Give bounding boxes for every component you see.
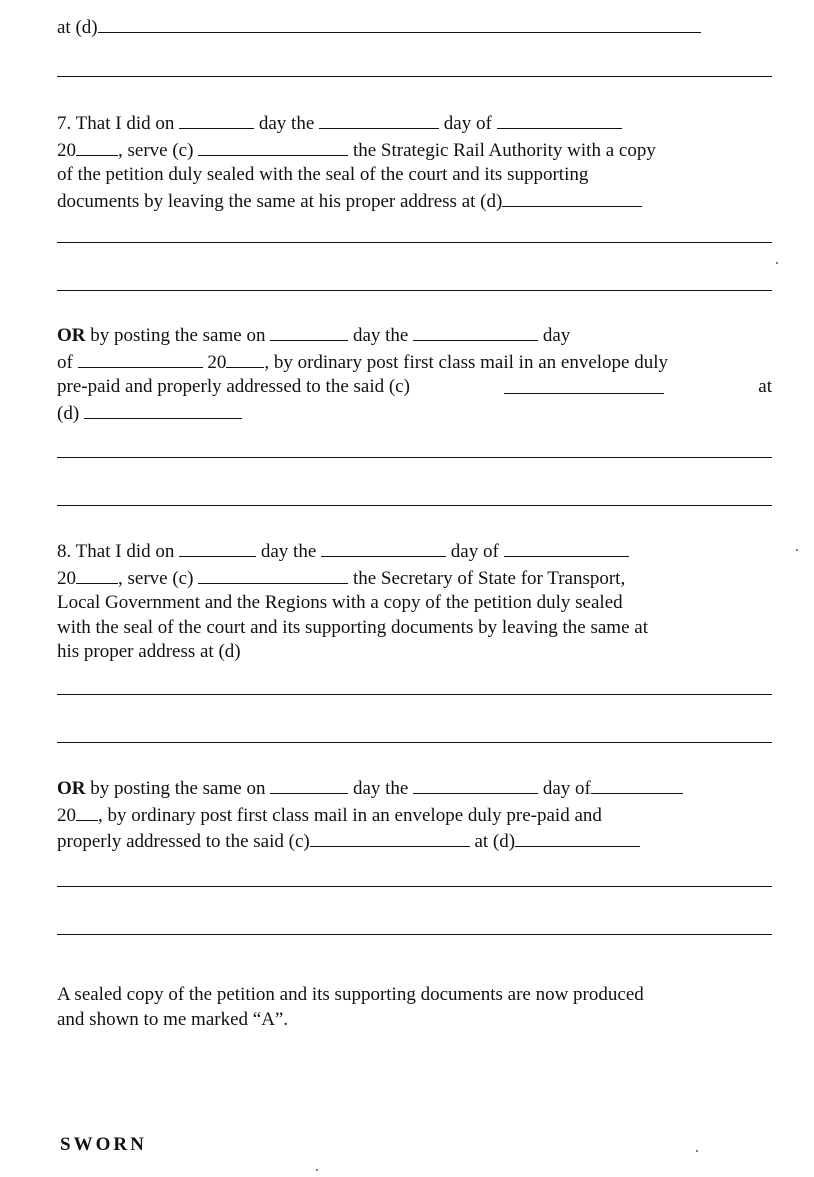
month-blank[interactable] [78, 349, 203, 368]
day-the-blank[interactable] [413, 775, 538, 794]
year-blank[interactable] [76, 802, 98, 821]
blank-line[interactable] [57, 505, 772, 506]
year-blank[interactable] [76, 565, 118, 584]
year-blank[interactable] [226, 349, 264, 368]
scan-speck [796, 549, 798, 551]
scan-speck [696, 1150, 698, 1152]
month-blank[interactable] [497, 110, 622, 129]
month-blank[interactable] [591, 775, 683, 794]
year-blank[interactable] [76, 137, 118, 156]
blank-line[interactable] [57, 886, 772, 887]
sealed-copy-statement: A sealed copy of the petition and its supporting documents are now produced and shown to me marked “A”. [57, 984, 644, 1030]
blank-line[interactable] [57, 742, 772, 743]
paragraph-8: 8. That I did on day the day of 20 , serve (c) the Secretary of State for Transport, Local Government and the Regions with a copy of the petition duly sealed with the seal of the court and its supporting documents by leaving the same at his proper address at (d) [57, 538, 772, 665]
addressee-blank[interactable] [310, 828, 470, 847]
blank-line[interactable] [57, 242, 772, 243]
scan-speck [316, 1169, 318, 1171]
day-blank[interactable] [270, 322, 348, 341]
blank-line[interactable] [57, 457, 772, 458]
address-blank[interactable] [98, 14, 701, 33]
day-blank[interactable] [179, 538, 256, 557]
paragraph-7: 7. That I did on day the day of 20 , serve (c) the Strategic Rail Authority with a copy of the petition duly sealed with the seal of the court and its supporting documents by leaving the same at his proper address at (d) [57, 110, 772, 214]
blank-line[interactable] [57, 76, 772, 77]
served-person-blank[interactable] [198, 137, 348, 156]
blank-line[interactable] [57, 694, 772, 695]
address-blank[interactable] [84, 400, 242, 419]
day-blank[interactable] [270, 775, 348, 794]
address-blank[interactable] [502, 188, 642, 207]
addressee-blank[interactable] [504, 375, 664, 394]
address-blank[interactable] [515, 828, 640, 847]
blank-line[interactable] [57, 290, 772, 291]
blank-line[interactable] [57, 934, 772, 935]
or-posting-1: OR by posting the same on day the day of 20 , by ordinary post first class mail in an envelope duly pre-paid and properly addressed to the said (c) at (d) [57, 322, 772, 426]
top-address-line [57, 14, 772, 41]
month-blank[interactable] [504, 538, 629, 557]
day-the-blank[interactable] [319, 110, 439, 129]
sworn-heading: SWORN [60, 1134, 147, 1155]
day-blank[interactable] [179, 110, 254, 129]
day-the-blank[interactable] [321, 538, 446, 557]
served-person-blank[interactable] [198, 565, 348, 584]
scan-speck [776, 262, 778, 264]
or-posting-2: OR by posting the same on day the day of 20 , by ordinary post first class mail in an envelope duly pre-paid and properly addressed to the said (c) at (d) [57, 775, 772, 855]
at-d-label: at (d) [57, 17, 98, 38]
day-the-blank[interactable] [413, 322, 538, 341]
